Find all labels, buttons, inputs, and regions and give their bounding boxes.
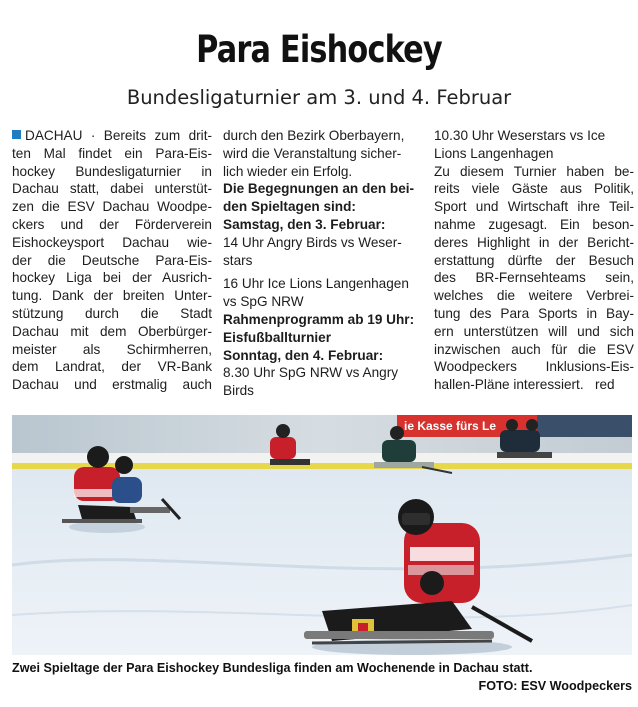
program-heading: Eisfußballturnier — [223, 329, 332, 345]
banner-dark — [537, 415, 632, 437]
text-line: Dachau statt, dabei unterstüt- — [12, 181, 212, 197]
text-line: tung des Para Sports in Bay- — [434, 305, 634, 321]
text-line: zen die ESV Dachau Woodpe- — [12, 199, 212, 215]
text-line: ern unterstützen will und sich — [434, 323, 634, 339]
text-line: inzwischen auch für die ESV — [434, 341, 634, 357]
match-line: Lions Langenhagen — [434, 145, 554, 161]
text-line: Dachau und erstmalig auch — [12, 377, 212, 393]
photo-credit: FOTO: ESV Woodpeckers — [478, 679, 632, 693]
photo-sledge-hockey — [12, 415, 632, 655]
text-line: dem Landrat, der VR-Bank — [12, 359, 212, 375]
text-line: Zu diesem Turnier haben be- — [434, 163, 634, 179]
text-line: durch den Bezirk Oberbayern, — [223, 128, 405, 143]
match-line: 10.30 Uhr Weserstars vs Ice — [434, 128, 606, 143]
article-column-1 — [12, 127, 212, 394]
text-line: hockey Bundesligaturnier in — [12, 163, 212, 179]
text-line: tung. Dank der breiten Unter- — [12, 288, 212, 304]
text-line: reits viele Gäste aus Politik, — [434, 181, 634, 197]
text-line: welches die weitere Verbrei- — [434, 288, 634, 304]
banner-text: ie Kasse fürs Le — [404, 419, 497, 433]
text-line: Eishockeysport Dachau wie- — [12, 234, 212, 250]
headline: Para Eishockey — [196, 28, 442, 71]
schedule-heading: Die Begegnungen an den bei- — [223, 181, 415, 197]
text-line: deres Highlight in der Bericht- — [434, 234, 634, 250]
photo-caption: Zwei Spieltage der Para Eishockey Bundesliga finden am Wochenende in Dachau statt. — [12, 661, 533, 675]
program-heading: Rahmenprogramm ab 19 Uhr: — [223, 311, 415, 327]
text-line: Woodpeckers Inklusions-Eis- — [434, 359, 634, 375]
text-line: der die Deutsche Para-Eis- — [12, 252, 212, 268]
text-line: hallen-Pläne interessiert. red — [434, 377, 615, 393]
match-line: vs SpG NRW — [223, 294, 304, 310]
day-heading-sunday: Sonntag, den 4. Februar: — [223, 347, 384, 363]
text-line: nahme zugesagt. Ein beson- — [434, 216, 634, 232]
match-line: stars — [223, 252, 253, 268]
text-line: des BR-Fernsehteams sein, — [434, 270, 634, 286]
match-line: 16 Uhr Ice Lions Langenhagen — [223, 276, 409, 292]
text-line: hockey Liga bei der Ausrich- — [12, 270, 212, 286]
section-marker-icon — [12, 130, 21, 139]
day-heading-saturday: Samstag, den 3. Februar: — [223, 216, 386, 232]
text-line: stützung durch die Stadt — [12, 305, 212, 321]
text-line: ten Mal findet ein Para-Eis- — [12, 145, 212, 161]
match-line: 8.30 Uhr SpG NRW vs Angry — [223, 365, 399, 381]
subheadline: Bundesligaturnier am 3. und 4. Februar — [126, 86, 512, 109]
article-column-3 — [434, 127, 634, 394]
text-line: Dachau mit dem Oberbürger- — [12, 323, 212, 339]
match-line: Birds — [223, 383, 254, 399]
article-column-2 — [223, 127, 423, 400]
text-line: DACHAU · Bereits zum drit- — [12, 127, 212, 145]
text-line: Sport und Wirtschaft ihre Teil- — [434, 199, 634, 215]
schedule-heading: den Spieltagen sind: — [223, 199, 356, 215]
text-line: wird die Veranstaltung sicher- — [223, 145, 402, 161]
text-line: erstattung dürfte der Besuch — [434, 252, 634, 268]
text-line: meister als Schirmherren, — [12, 341, 212, 357]
photo-illustration — [12, 415, 632, 655]
match-line: 14 Uhr Angry Birds vs Weser- — [223, 234, 402, 250]
text-line: lich wieder ein Erfolg. — [223, 163, 353, 179]
text-line: ckers und der Förderverein — [12, 216, 212, 232]
